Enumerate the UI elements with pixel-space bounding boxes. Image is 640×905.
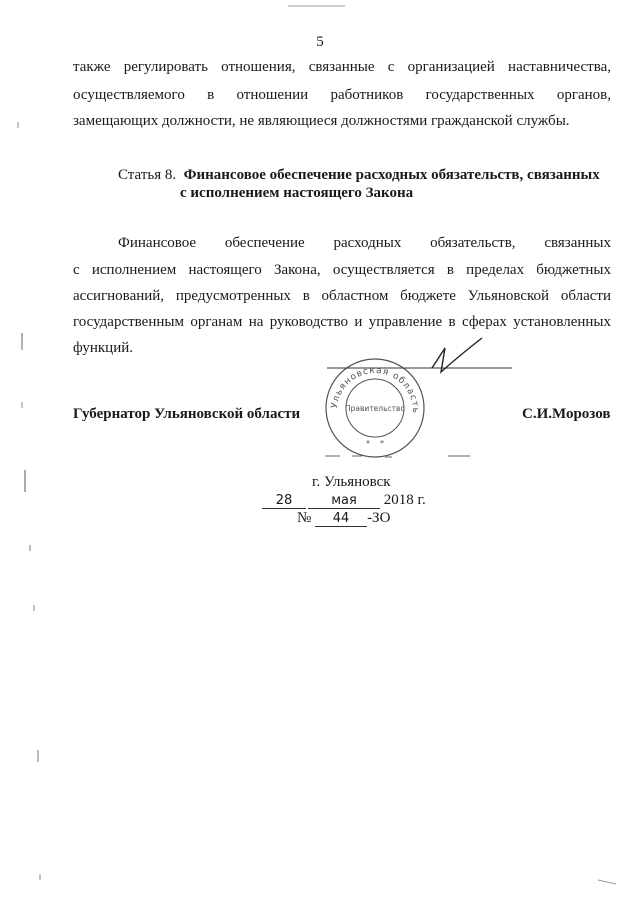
article-title-line2: с исполнением настоящего Закона: [180, 185, 414, 201]
law-number: [297, 510, 390, 527]
paragraph1-line: осуществляемого в отношении работников государственных органов,: [73, 87, 611, 103]
date-day: 28: [262, 493, 306, 509]
article-title: Финансовое обеспечение расходных обязательств, связанных: [183, 167, 600, 183]
svg-text:Ульяновская область: Ульяновская область: [330, 365, 421, 414]
number-suffix: -ЗО: [367, 510, 391, 526]
paragraph1-line: также регулировать отношения, связанные с организацией наставничества,: [73, 59, 611, 75]
signatory-name: С.И.Морозов: [522, 406, 611, 422]
paragraph1-line: замещающих должности, не являющиеся должностями гражданской службы.: [73, 113, 570, 129]
official-stamp-seal: [326, 359, 424, 457]
signing-city: г. Ульяновск: [312, 474, 391, 490]
signing-date: [262, 492, 426, 509]
svg-text:Правительство: Правительство: [345, 404, 405, 413]
article-label: Статья 8.: [118, 167, 177, 183]
date-year: 2018 г.: [383, 492, 426, 508]
svg-text:*: *: [380, 439, 384, 448]
signature-stroke: [432, 338, 482, 372]
paragraph2-line: с исполнением настоящего Закона, осуществляется в пределах бюджетных: [73, 262, 611, 278]
number-sign: №: [297, 510, 312, 526]
paragraph2-line: функций.: [73, 340, 133, 356]
paragraph2-line: государственным органам на руководство и управление в сферах установленных: [73, 314, 611, 330]
signatory-position: Губернатор Ульяновской области: [73, 406, 301, 422]
page-number: 5: [316, 34, 324, 50]
svg-text:*: *: [366, 439, 370, 448]
number-value: 44: [315, 511, 367, 527]
paragraph2-line: Финансовое обеспечение расходных обязательств, связанных: [118, 235, 611, 251]
paragraph2-line: ассигнований, предусмотренных в областном бюджете Ульяновской области: [73, 288, 611, 304]
date-month: мая: [308, 493, 380, 509]
